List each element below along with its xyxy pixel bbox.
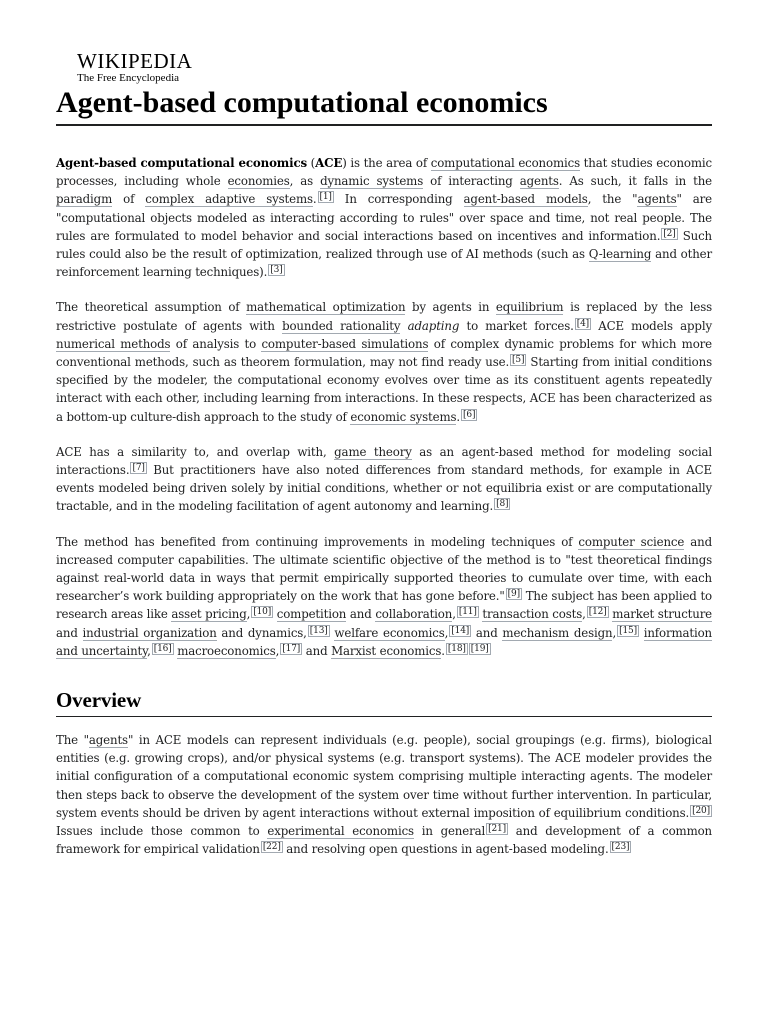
link-mathematical-optimization[interactable]: mathematical optimization (246, 300, 406, 315)
text: , (246, 607, 251, 622)
text: to market forces. (459, 318, 574, 333)
wikipedia-logo[interactable] (77, 50, 277, 84)
text: Issues include those common to (56, 824, 268, 839)
citation-7[interactable]: [7] (132, 463, 145, 474)
link-dynamic-systems[interactable]: dynamic systems (320, 174, 424, 189)
intro-paragraph-1 (56, 154, 712, 281)
link-computational-economics[interactable]: computational economics (430, 156, 580, 170)
text: The " (56, 733, 89, 748)
link-complex-adaptive-systems[interactable]: complex adaptive systems (145, 192, 313, 207)
intro-paragraph-2 (56, 298, 712, 425)
citation-4[interactable]: [4] (576, 318, 590, 329)
citation-2[interactable]: [2] (663, 228, 676, 239)
link-q-learning[interactable]: Q-learning (588, 247, 652, 262)
text: , (452, 607, 456, 622)
citation-21[interactable]: [21] (488, 824, 506, 835)
bold-term: ACE (315, 156, 343, 170)
link-transaction-costs[interactable]: transaction costs (482, 607, 583, 622)
text: of analysis to (170, 336, 262, 351)
link-mechanism-design[interactable]: mechanism design (502, 625, 613, 640)
text: , (582, 607, 586, 622)
citation-9[interactable]: [9] (507, 589, 520, 600)
text: . (312, 192, 317, 207)
text: In corresponding (333, 192, 464, 207)
bold-term: Agent-based computational economics (56, 156, 307, 170)
citation-14[interactable]: [14] (451, 625, 470, 636)
text: ) is the area of (342, 156, 431, 170)
text: of complex dynamic problems for which more conventional methods, such as theorem formulation, may not find ready use. (56, 336, 712, 370)
logo-tagline: The Free Encyclopedia (77, 72, 180, 84)
link-agents[interactable]: agents (637, 192, 677, 207)
link-welfare-economics[interactable]: welfare economics (334, 625, 445, 640)
text: and (346, 607, 376, 622)
text: ACE has a similarity to, and overlap with, (56, 444, 335, 459)
text: . (456, 409, 461, 424)
link-bounded-rationality[interactable]: bounded rationality (282, 318, 401, 333)
text: . As such, it falls in the (558, 174, 712, 189)
article-body (56, 154, 712, 876)
link-agents[interactable]: agents (88, 733, 128, 748)
text: that studies economic processes, including whole (56, 156, 712, 189)
citation-12[interactable]: [12] (588, 607, 607, 618)
text: and resolving open questions in agent-based modeling. (282, 842, 609, 857)
text: is replaced by the less restrictive postulate of agents with (56, 300, 713, 333)
link-information-and-uncertainty[interactable]: information and uncertainty (56, 625, 712, 658)
citation-5[interactable]: [5] (512, 355, 525, 366)
link-equilibrium[interactable]: equilibrium (495, 300, 564, 315)
link-agent-based-models[interactable]: agent-based models (463, 192, 588, 207)
link-agents[interactable]: agents (519, 174, 559, 189)
link-game-theory[interactable]: game theory (334, 444, 412, 459)
text: and (302, 643, 332, 658)
link-paradigm[interactable]: paradigm (56, 192, 113, 207)
citation-3[interactable]: [3] (270, 265, 283, 276)
link-numerical-methods[interactable]: numerical methods (56, 336, 171, 351)
intro-paragraph-4 (56, 533, 712, 660)
text: " are "computational objects modeled as interacting according to rules" over space and time, not real people. The rules are formulated to model behavior and social interactions based on incentives and information. (56, 192, 712, 243)
link-economies[interactable]: economies (227, 174, 290, 189)
text: and (471, 625, 503, 640)
text: , (612, 625, 617, 640)
text: as an agent-based method for modeling social interactions. (56, 444, 712, 478)
link-asset-pricing[interactable]: asset pricing (171, 607, 247, 622)
text: of (112, 192, 146, 207)
link-collaboration[interactable]: collaboration (375, 607, 453, 622)
italic-term: adapting (407, 318, 460, 333)
text: , (444, 625, 449, 640)
link-macroeconomics[interactable]: macroeconomics (177, 643, 276, 658)
citation-23[interactable]: [23] (611, 842, 630, 853)
text: , as (289, 174, 321, 189)
citation-11[interactable]: [11] (458, 607, 477, 618)
overview-paragraph (56, 731, 712, 858)
text: " in ACE models can represent individuals (e.g. people), social groupings (e.g. firms), biological entities (e.g. growing crops), and/or physical systems (e.g. transport systems). The ACE modeler provides the initial configuration of a computational economic system comprising multiple interacting agents. The modeler then steps back to observe the development of the system over time without further intervention. In particular, system events should be driven by agent interactions without external imposition of equilibrium conditions. (56, 733, 713, 820)
section-heading-overview: Overview (56, 686, 712, 717)
link-economic-systems[interactable]: economic systems (350, 409, 457, 424)
text: Starting from initial conditions specified by the modeler, the computational economy evolves over time as its constituent agents repeatedly interact with each other, including learning from interactions. In these respects, ACE has been characterized as a bottom-up culture-dish approach to the study of (56, 355, 712, 424)
citation-19[interactable]: [19] (470, 643, 489, 654)
text: Such rules could also be the result of optimization, realized through use of AI methods (such as (56, 228, 712, 262)
text: But practitioners have also noted differences from standard methods, for example in ACE events modeled being driven solely by initial conditions, whether or not equilibria exist or are computationally tractable, and in the modeling facilitation of agent autonomy and learning. (56, 463, 712, 514)
citation-22[interactable]: [22] (262, 842, 281, 853)
text: The method has benefited from continuing improvements in modeling techniques of (56, 534, 579, 549)
citation-17[interactable]: [17] (282, 643, 301, 654)
text: , (147, 643, 151, 658)
text: and development of a common framework for empirical validation (56, 824, 713, 857)
text (400, 319, 407, 333)
citation-1[interactable]: [1] (319, 192, 332, 203)
text: and (56, 625, 83, 640)
citation-20[interactable]: [20] (692, 805, 710, 816)
link-computer-based-simulations[interactable]: computer-based simulations (261, 336, 429, 351)
text: ( (307, 156, 316, 170)
link-industrial-organization[interactable]: industrial organization (82, 625, 217, 640)
link-experimental-economics[interactable]: experimental economics (267, 824, 414, 839)
text: of interacting (423, 174, 520, 189)
citation-13[interactable]: [13] (309, 625, 328, 636)
text: The theoretical assumption of (56, 300, 247, 315)
link-competition[interactable]: competition (276, 607, 347, 622)
citation-6[interactable]: [6] (463, 409, 476, 420)
text: in general (413, 824, 486, 839)
link-market-structure[interactable]: market structure (612, 607, 713, 622)
text: by agents in (405, 300, 496, 315)
text: and increased computer capabilities. The ultimate scientific objective of the method is to "test theoretical findings against real-world data in ways that permit empirically supported theories to cumulate over time, with each researcher’s work building appropriately on the work that has gone before." (56, 534, 712, 604)
text: . (441, 643, 445, 658)
text: and dynamics, (216, 625, 307, 640)
page-title: Agent-based computational economics (56, 84, 712, 126)
citation-15[interactable]: [15] (619, 625, 637, 636)
logo-wordmark: WIKIPEDIA (77, 49, 193, 73)
text: , the " (587, 192, 638, 207)
link-marxist-economics[interactable]: Marxist economics (331, 643, 442, 658)
link-computer-science[interactable]: computer science (578, 534, 685, 549)
text: The subject has been applied to research areas like (56, 589, 712, 622)
citation-10[interactable]: [10] (253, 607, 272, 618)
citation-18[interactable]: [18] (447, 643, 466, 654)
text (639, 626, 644, 640)
text: and other reinforcement learning techniques). (56, 247, 712, 280)
citation-8[interactable]: [8] (496, 499, 509, 510)
text: ACE models apply (591, 318, 712, 333)
intro-paragraph-3 (56, 443, 712, 516)
citation-16[interactable]: [16] (153, 643, 172, 654)
text: , (275, 643, 280, 658)
